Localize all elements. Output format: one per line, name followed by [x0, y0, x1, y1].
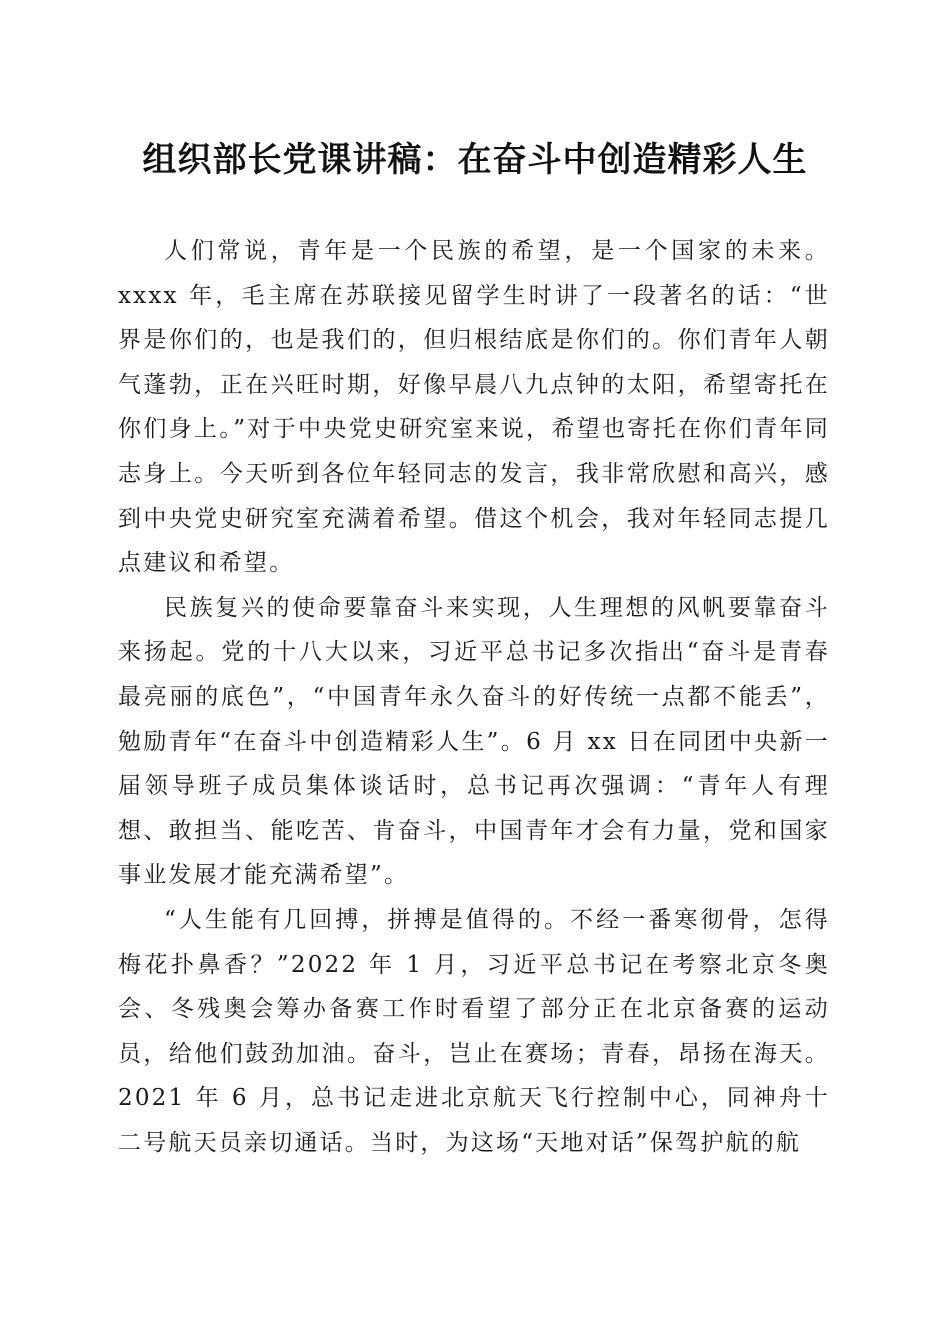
- document-title: 组织部长党课讲稿：在奋斗中创造精彩人生: [142, 140, 808, 180]
- paragraph-2: 民族复兴的使命要靠奋斗来实现，人生理想的风帆要靠奋斗来扬起。党的十八大以来，习近平总书记多次指出“奋斗是青春最亮丽的底色”，“中国青年永久奋斗的好传统一点都不能丢”，勉励青年“在奋斗中创造精彩人生”。6 月 xx 日在同团中央新一届领导班子成员集体谈话时，总书记再次强调：“青年人有理想、敢担当、能吃苦、肯奋斗，中国青年才会有力量，党和国家事业发展才能充满希望”。: [118, 594, 830, 889]
- paragraph-1: 人们常说，青年是一个民族的希望，是一个国家的未来。xxxx 年，毛主席在苏联接见留学生时讲了一段著名的话：“世界是你们的，也是我们的，但归根结底是你们的。你们青年人朝气蓬勃，正在兴旺时期，好像早晨八九点钟的太阳，希望寄托在你们身上。”对于中央党史研究室来说，希望也寄托在你们青年同志身上。今天听到各位年轻同志的发言，我非常欣慰和高兴，感到中央党史研究室充满着希望。借这个机会，我对年轻同志提几点建议和希望。: [118, 238, 830, 577]
- document-body: [118, 229, 830, 1165]
- paragraph-3: “人生能有几回搏，拼搏是值得的。不经一番寒彻骨，怎得梅花扑鼻香？”2022 年 1 月，习近平总书记在考察北京冬奥会、冬残奥会筹办备赛工作时看望了部分正在北京备赛的运动员，给他们鼓劲加油。奋斗，岂止在赛场；青春，昂扬在海天。2021 年 6 月，总书记走进北京航天飞行控制中心，同神舟十二号航天员亲切通话。当时，为这场“天地对话”保驾护航的航: [118, 906, 830, 1156]
